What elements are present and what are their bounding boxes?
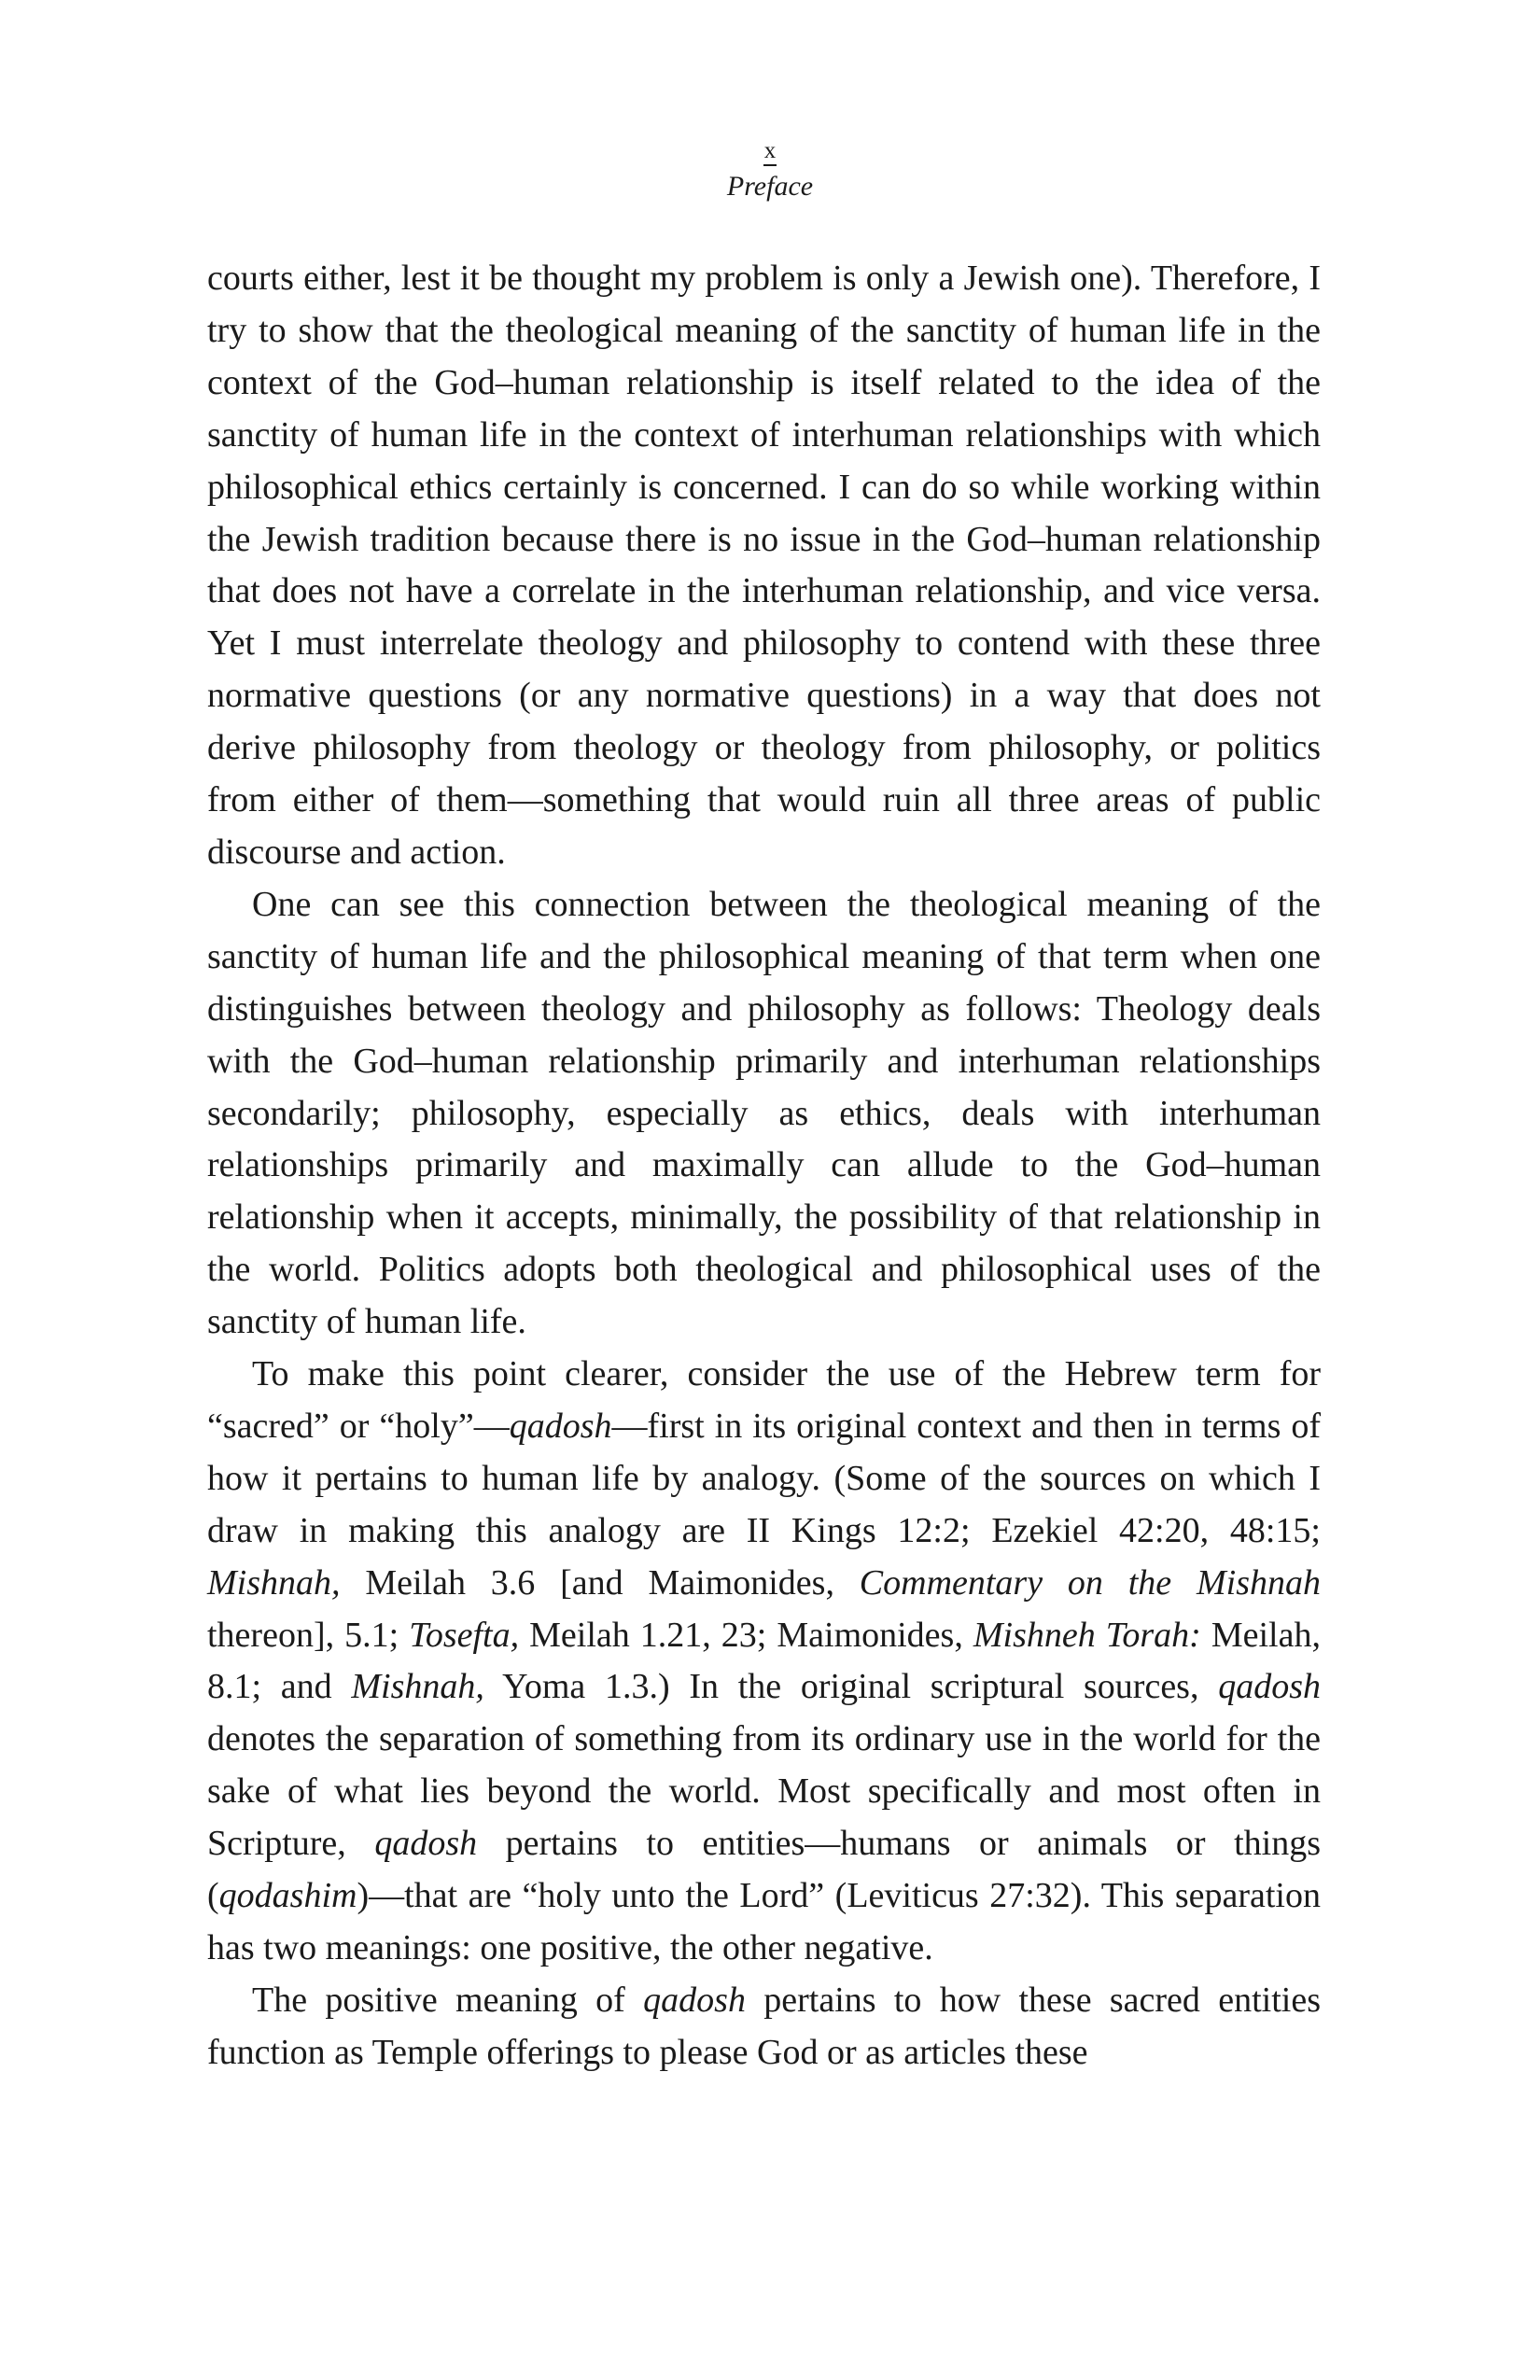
text-segment: courts either, lest it be thought my problem is only a Jewish one). Therefore, I try to show that the theological meaning of the sanctity of human life in the context of the God–human relationship is itself related to the idea of the sanctity of human life in the context of interhuman relationships with which philosophical ethics certainly is concerned. I can do so while working within the Jewish tradition because there is no issue in the God–human relationship that does not have a correlate in the interhuman relationship, and vice versa. Yet I must interrelate theology and philosophy to contend with these three normative questions (or any normative questions) in a way that does not derive philosophy from theology or theology from philosophy, or politics from either of them—something that would ruin all three areas of public discourse and action. bbox=[207, 259, 1321, 872]
italic-term: qadosh bbox=[643, 1980, 746, 2020]
paragraph-3 bbox=[207, 1349, 1321, 1975]
italic-term: Mishnah, bbox=[207, 1562, 341, 1603]
page-header bbox=[0, 138, 1540, 205]
text-segment: —first in its original context and then in terms of how it pertains to human life by analogy. (Some of the sources on which I draw in making this analogy are II Kings 12:2; Ezekiel 42:20, 48:15; bbox=[207, 1406, 1322, 1550]
body-text bbox=[207, 253, 1321, 2079]
italic-term: qodashim bbox=[218, 1876, 357, 1916]
page-number: x bbox=[763, 138, 777, 166]
paragraph-4 bbox=[207, 1975, 1321, 2079]
italic-term: Commentary on the Mishnah bbox=[859, 1562, 1321, 1603]
italic-term: qadosh bbox=[1218, 1667, 1321, 1707]
running-head: Preface bbox=[726, 171, 814, 202]
page-number-line bbox=[0, 138, 1540, 166]
text-segment: pertains to entities—humans or animals or things ( bbox=[207, 1824, 1322, 1916]
italic-term: qadosh bbox=[374, 1824, 478, 1864]
text-segment: pertains to how these sacred entities function as Temple offerings to please God or as articles these bbox=[207, 1980, 1321, 2072]
text-segment: Meilah, 8.1; and bbox=[207, 1615, 1321, 1707]
text-segment: denotes the separation of something from its ordinary use in the world for the sake of what lies beyond the world. Most specifically and most often in Scripture, bbox=[207, 1719, 1321, 1864]
text-segment: To make this point clearer, consider the use of the Hebrew term for “sacred” or “holy”— bbox=[207, 1354, 1321, 1446]
text-segment: thereon], 5.1; bbox=[207, 1615, 410, 1655]
text-segment: Meilah 1.21, 23; Maimonides, bbox=[519, 1615, 973, 1655]
text-segment: )—that are “holy unto the Lord” (Leviticus 27:32). This separation has two meanings: one positive, the other negative. bbox=[207, 1876, 1321, 1967]
text-segment: Meilah 3.6 [and Maimonides, bbox=[340, 1562, 860, 1603]
text-segment: The positive meaning of bbox=[252, 1980, 644, 2020]
paragraph-2 bbox=[207, 879, 1321, 1349]
paragraph-1 bbox=[207, 253, 1321, 879]
italic-term: Mishnah, bbox=[351, 1667, 484, 1707]
text-segment: Yoma 1.3.) In the original scriptural sources, bbox=[483, 1667, 1219, 1707]
italic-term: Mishneh Torah: bbox=[973, 1615, 1201, 1655]
text-segment: One can see this connection between the theological meaning of the sanctity of human life and the philosophical meaning of that term when one distinguishes between theology and philosophy as follows: Theology deals with the God–human relationship primarily and interhuman relationships secondarily; philosophy, especially as ethics, deals with interhuman relationships primarily and maximally can allude to the God–human relationship when it accepts, minimally, the possibility of that relationship in the world. Politics adopts both theological and philosophical uses of the sanctity of human life. bbox=[207, 884, 1321, 1342]
italic-term: qadosh bbox=[509, 1406, 612, 1446]
italic-term: Tosefta, bbox=[409, 1615, 520, 1655]
